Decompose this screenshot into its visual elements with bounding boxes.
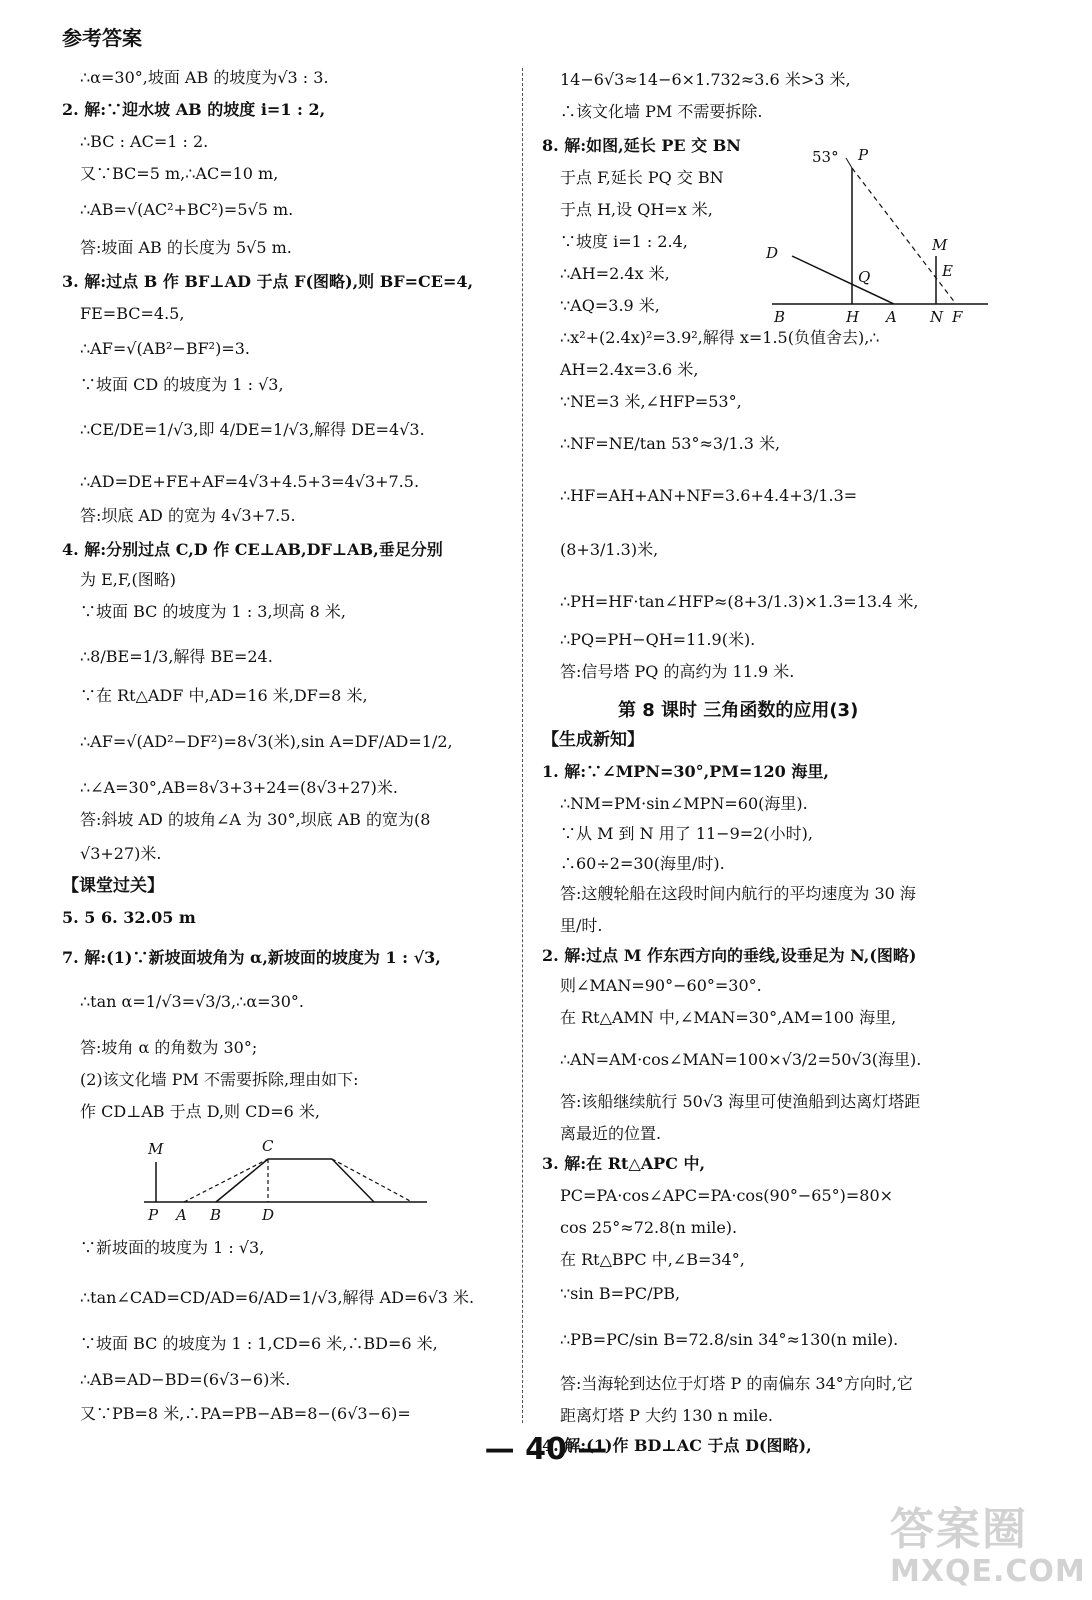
answer-line: ∴NF=NE/tan 53°≈3/1.3 米, [560, 434, 781, 453]
fig2-label: Q [858, 268, 871, 286]
answer-line: ∵NE=3 米,∠HFP=53°, [560, 392, 742, 411]
answer-line: ∵从 M 到 N 用了 11−9=2(小时), [560, 824, 813, 843]
section-heading: 【课堂过关】 [62, 876, 164, 896]
answer-line: 为 E,F,(图略) [80, 570, 177, 589]
fig2-label: M [932, 236, 948, 254]
answer-line: ∴BC : AC=1 : 2. [80, 132, 209, 151]
old-slope [216, 1159, 268, 1202]
page-header: 参考答案 [62, 26, 142, 50]
answer-line: ∴AF=√(AB²−BF²)=3. [80, 339, 250, 358]
answer-line: FE=BC=4.5, [80, 304, 185, 323]
answer-line: 于点 H,设 QH=x 米, [560, 200, 713, 219]
answer-line: ∴CE/DE=1/√3,即 4/DE=1/√3,解得 DE=4√3. [80, 420, 425, 439]
answer-line: 4. 解:(1)作 BD⊥AC 于点 D(图略), [542, 1436, 812, 1455]
answer-line: ∴HF=AH+AN+NF=3.6+4.4+3/1.3= [560, 486, 858, 505]
watermark [890, 1505, 1086, 1589]
fig1-label: P [148, 1206, 159, 1224]
fig1-label: C [262, 1137, 274, 1155]
answer-line: (8+3/1.3)米, [560, 540, 659, 559]
answer-line: 14−6√3≈14−6×1.732≈3.6 米>3 米, [560, 70, 851, 89]
answer-line: ∴x²+(2.4x)²=3.9²,解得 x=1.5(负值舍去),∴ [560, 328, 880, 347]
fig1-label: M [148, 1140, 164, 1158]
angle-mark [846, 158, 852, 168]
slope-da [792, 256, 894, 304]
answer-line: AH=2.4x=3.6 米, [560, 360, 699, 379]
answer-line: ∴AH=2.4x 米, [560, 264, 670, 283]
answer-line: 离最近的位置. [560, 1124, 662, 1143]
answer-line: 则∠MAN=90°−60°=30°. [560, 976, 762, 995]
answer-line: ∵sin B=PC/PB, [560, 1284, 681, 1303]
answer-line: 于点 F,延长 PQ 交 BN [560, 168, 724, 187]
answer-line: 2. 解:过点 M 作东西方向的垂线,设垂足为 N,(图略) [542, 946, 917, 965]
answer-line: √3+27)米. [80, 844, 162, 863]
fig2-label: E [942, 262, 953, 280]
fig2-label: N [930, 308, 944, 326]
answer-line: ∵新坡面的坡度为 1 : √3, [80, 1238, 265, 1257]
answer-line: 答:这艘轮船在这段时间内航行的平均速度为 30 海 [560, 884, 916, 903]
fig1-label: B [210, 1206, 222, 1224]
answer-line: ∴NM=PM·sin∠MPN=60(海里). [560, 794, 808, 813]
answer-line: ∴AN=AM·cos∠MAN=100×√3/2=50√3(海里). [560, 1050, 922, 1069]
answer-line: 又∵BC=5 m,∴AC=10 m, [80, 164, 279, 183]
answer-line: 3. 解:在 Rt△APC 中, [542, 1154, 706, 1173]
answer-line: 8. 解:如图,延长 PE 交 BN [542, 136, 741, 155]
answer-line: 答:斜坡 AD 的坡角∠A 为 30°,坝底 AB 的宽为(8 [80, 810, 431, 829]
answer-line: 答:坡角 α 的角数为 30°; [80, 1038, 258, 1057]
answer-line: ∵坡面 BC 的坡度为 1 : 1,CD=6 米,∴BD=6 米, [80, 1334, 438, 1353]
answer-line: 在 Rt△BPC 中,∠B=34°, [560, 1250, 745, 1269]
fig2-label: A [886, 308, 897, 326]
answer-line: ∴AF=√(AD²−DF²)=8√3(米),sin A=DF/AD=1/2, [80, 732, 453, 751]
answer-line: ∴α=30°,坡面 AB 的坡度为√3 : 3. [80, 68, 329, 87]
fig2-label: D [766, 244, 779, 262]
answer-line: 在 Rt△AMN 中,∠MAN=30°,AM=100 海里, [560, 1008, 897, 1027]
answer-line: ∴∠A=30°,AB=8√3+3+24=(8√3+27)米. [80, 778, 398, 797]
fig2-label: P [858, 146, 869, 164]
column-divider [522, 68, 523, 1423]
fig2-angle: 53° [812, 148, 839, 166]
answer-line: ∴8/BE=1/3,解得 BE=24. [80, 647, 273, 666]
answer-line: 答:该船继续航行 50√3 海里可使渔船到达离灯塔距 [560, 1092, 921, 1111]
answer-line: 距离灯塔 P 大约 130 n mile. [560, 1406, 774, 1425]
answer-line: ∴该文化墙 PM 不需要拆除. [560, 102, 763, 121]
answer-line: 5. 5 6. 32.05 m [62, 908, 196, 927]
tower-figure [762, 138, 992, 326]
fig2-label: F [952, 308, 963, 326]
slope-figure [132, 1134, 432, 1224]
answer-line: 答:当海轮到达位于灯塔 P 的南偏东 34°方向时,它 [560, 1374, 913, 1393]
new-slope [184, 1159, 268, 1202]
answer-line: 7. 解:(1)∵新坡面坡角为 α,新坡面的坡度为 1 : √3, [62, 948, 441, 967]
section-heading: 【生成新知】 [542, 730, 644, 750]
answer-line: 里/时. [560, 916, 603, 935]
fig1-label: A [176, 1206, 187, 1224]
answer-line: 2. 解:∵迎水坡 AB 的坡度 i=1 : 2, [62, 100, 326, 119]
answer-line: 答:坝底 AD 的宽为 4√3+7.5. [80, 506, 296, 525]
answer-line: ∴AB=AD−BD=(6√3−6)米. [80, 1370, 291, 1389]
watermark-logo: 答案圈 [890, 1504, 1028, 1555]
fig2-label: B [774, 308, 786, 326]
answer-line: ∴PB=PC/sin B=72.8/sin 34°≈130(n mile). [560, 1330, 899, 1349]
fig1-label: D [262, 1206, 275, 1224]
answer-line: ∴tan α=1/√3=√3/3,∴α=30°. [80, 992, 304, 1011]
watermark-url: MXQE.COM [890, 1554, 1086, 1589]
answer-line: 答:坡面 AB 的长度为 5√5 m. [80, 238, 292, 257]
answer-line: 答:信号塔 PQ 的高约为 11.9 米. [560, 662, 795, 681]
answer-line: (2)该文化墙 PM 不需要拆除,理由如下: [80, 1070, 359, 1089]
answer-line: ∴AD=DE+FE+AF=4√3+4.5+3=4√3+7.5. [80, 472, 420, 491]
answer-line: ∵在 Rt△ADF 中,AD=16 米,DF=8 米, [80, 686, 368, 705]
lesson-title: 第 8 课时 三角函数的应用(3) [618, 700, 859, 721]
new-right-slope [332, 1159, 412, 1202]
answer-line: ∴60÷2=30(海里/时). [560, 854, 725, 873]
answer-line: ∵坡面 BC 的坡度为 1 : 3,坝高 8 米, [80, 602, 347, 621]
right-slope [332, 1159, 374, 1202]
answer-line: ∴tan∠CAD=CD/AD=6/AD=1/√3,解得 AD=6√3 米. [80, 1288, 475, 1307]
answer-line: ∴PH=HF·tan∠HFP≈(8+3/1.3)×1.3=13.4 米, [560, 592, 919, 611]
answer-line: ∴PQ=PH−QH=11.9(米). [560, 630, 756, 649]
answer-line: ∵AQ=3.9 米, [560, 296, 660, 315]
answer-line: 4. 解:分别过点 C,D 作 CE⊥AB,DF⊥AB,垂足分别 [62, 540, 443, 559]
answer-line: ∵坡面 CD 的坡度为 1 : √3, [80, 375, 284, 394]
fig2-label: H [846, 308, 860, 326]
answer-line: 又∵PB=8 米,∴PA=PB−AB=8−(6√3−6)= [80, 1404, 411, 1423]
answer-line: ∵坡度 i=1 : 2.4, [560, 232, 688, 251]
answer-line: 1. 解:∵∠MPN=30°,PM=120 海里, [542, 762, 829, 781]
answer-line: PC=PA·cos∠APC=PA·cos(90°−65°)=80× [560, 1186, 894, 1205]
page-number: — 40 — [484, 1432, 608, 1467]
answer-line: 3. 解:过点 B 作 BF⊥AD 于点 F(图略),则 BF=CE=4, [62, 272, 474, 291]
answer-line: ∴AB=√(AC²+BC²)=5√5 m. [80, 200, 294, 219]
answer-line: 作 CD⊥AB 于点 D,则 CD=6 米, [80, 1102, 320, 1121]
answer-line: cos 25°≈72.8(n mile). [560, 1218, 738, 1237]
